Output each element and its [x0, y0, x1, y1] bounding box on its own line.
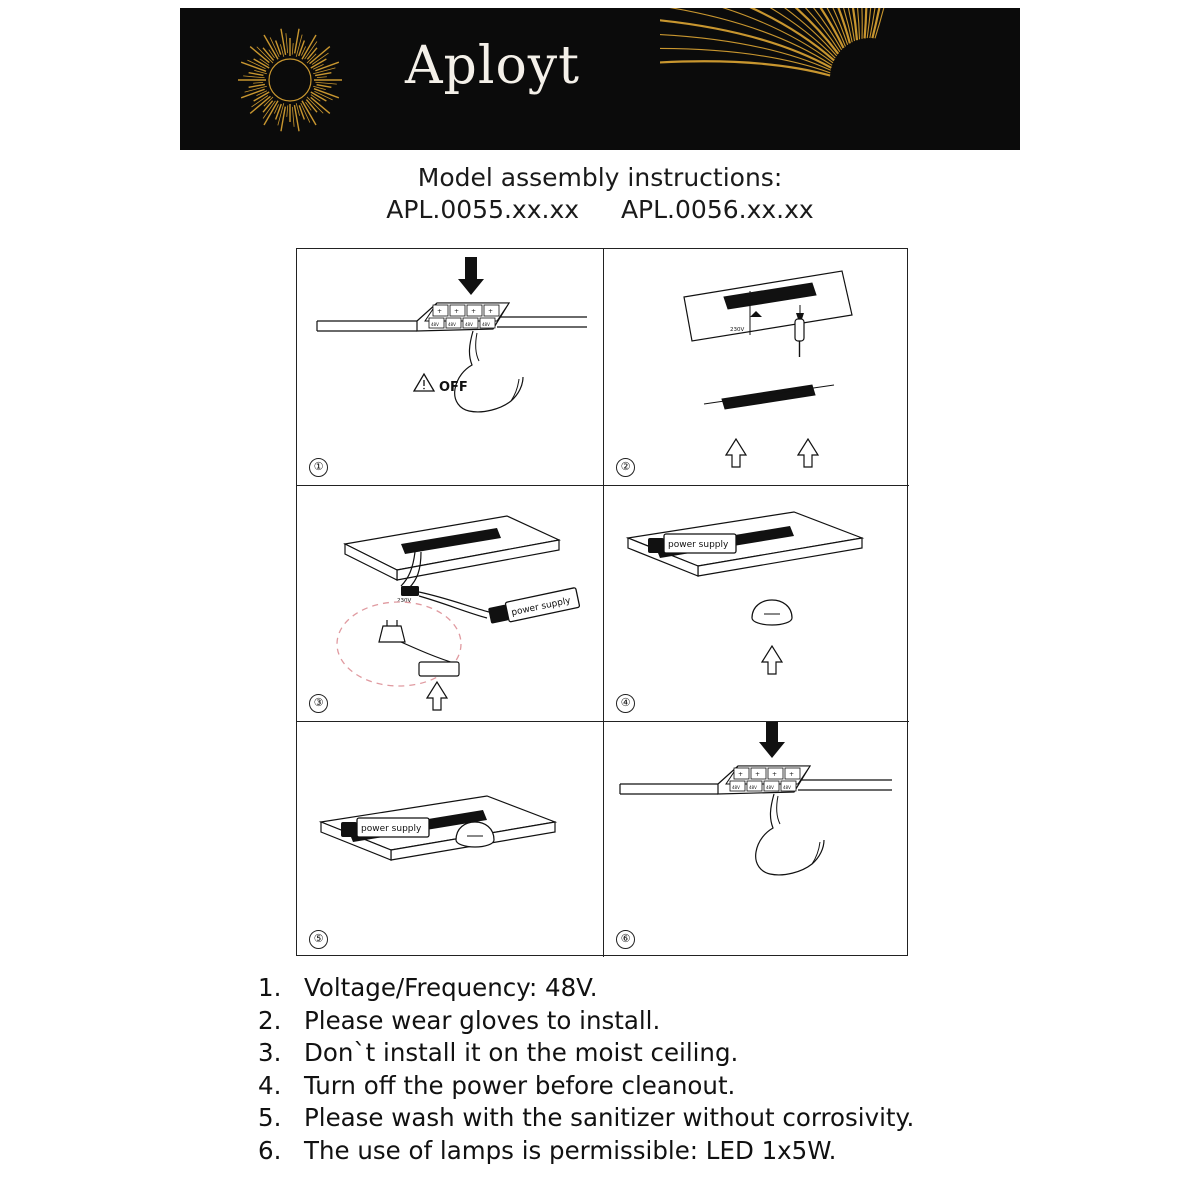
note-number: 3. — [258, 1038, 282, 1067]
step-1-illustration — [297, 249, 603, 485]
sunburst-icon — [230, 20, 350, 140]
note-text: Voltage/Frequency: 48V. — [304, 973, 598, 1002]
note-number: 1. — [258, 973, 282, 1002]
model-codes — [0, 194, 1200, 226]
step-number-5: ⑤ — [309, 930, 328, 949]
list-item — [258, 1070, 1018, 1103]
voltage-label-230v: 230V — [730, 327, 745, 333]
notes-list — [258, 972, 1018, 1167]
step-number-2: ② — [616, 458, 635, 477]
step-cell-6 — [603, 721, 909, 957]
svg-text:+: + — [471, 308, 477, 315]
note-number: 2. — [258, 1005, 282, 1035]
brand-name: Aployt — [405, 36, 581, 96]
assembly-steps-grid — [296, 248, 908, 956]
note-text: Please wear gloves to install. — [304, 1005, 661, 1035]
power-supply-label: power supply — [668, 540, 729, 550]
model-code-2: APL.0056.xx.xx — [620, 195, 814, 224]
step-3-illustration — [297, 486, 603, 722]
list-item — [258, 1037, 1018, 1070]
svg-text:48V: 48V — [431, 322, 439, 327]
note-text: Don`t install it on the moist ceiling. — [304, 1038, 739, 1067]
power-supply-label: power supply — [361, 824, 422, 834]
note-text: Please wash with the sanitizer without corrosivity. — [304, 1103, 915, 1132]
list-item — [258, 972, 1018, 1005]
title-text: Model assembly instructions: — [417, 163, 783, 192]
svg-text:48V: 48V — [732, 785, 740, 790]
brand-header — [180, 8, 1020, 150]
note-text: The use of lamps is permissible: LED 1x5W. — [304, 1135, 837, 1165]
step-cell-4 — [603, 485, 909, 721]
step-number-3: ③ — [309, 694, 328, 713]
note-number: 5. — [258, 1103, 282, 1132]
step-cell-1 — [297, 249, 603, 485]
svg-text:48V: 48V — [448, 322, 456, 327]
step-cell-5 — [297, 721, 603, 957]
note-number: 6. — [258, 1135, 282, 1165]
model-code-1: APL.0055.xx.xx — [386, 195, 580, 224]
page-title — [0, 162, 1200, 226]
list-item — [258, 1005, 1018, 1038]
step-number-1: ① — [309, 458, 328, 477]
svg-text:+: + — [755, 771, 761, 778]
svg-text:48V: 48V — [482, 322, 490, 327]
voltage-label-230v: 230V — [397, 598, 412, 604]
svg-text:+: + — [789, 771, 795, 778]
step-4-illustration — [604, 486, 910, 722]
svg-text:+: + — [488, 308, 494, 315]
list-item — [258, 1102, 1018, 1135]
step-cell-2 — [603, 249, 909, 485]
step-number-4: ④ — [616, 694, 635, 713]
list-item — [258, 1135, 1018, 1168]
code-spacer — [587, 194, 613, 226]
note-text: Turn off the power before cleanout. — [304, 1070, 736, 1100]
svg-text:+: + — [772, 771, 778, 778]
svg-text:48V: 48V — [783, 785, 791, 790]
step-6-illustration — [604, 722, 910, 958]
step-5-illustration — [297, 722, 603, 958]
svg-text:+: + — [738, 771, 744, 778]
off-label: OFF — [439, 380, 468, 395]
svg-text:+: + — [454, 308, 460, 315]
radiating-rays-icon — [660, 8, 1020, 150]
note-number: 4. — [258, 1070, 282, 1100]
svg-text:48V: 48V — [749, 785, 757, 790]
svg-text:48V: 48V — [465, 322, 473, 327]
step-2-illustration — [604, 249, 910, 485]
step-number-6: ⑥ — [616, 930, 635, 949]
power-supply-label: power supply — [510, 595, 572, 619]
step-cell-3 — [297, 485, 603, 721]
svg-text:+: + — [437, 308, 443, 315]
svg-text:48V: 48V — [766, 785, 774, 790]
